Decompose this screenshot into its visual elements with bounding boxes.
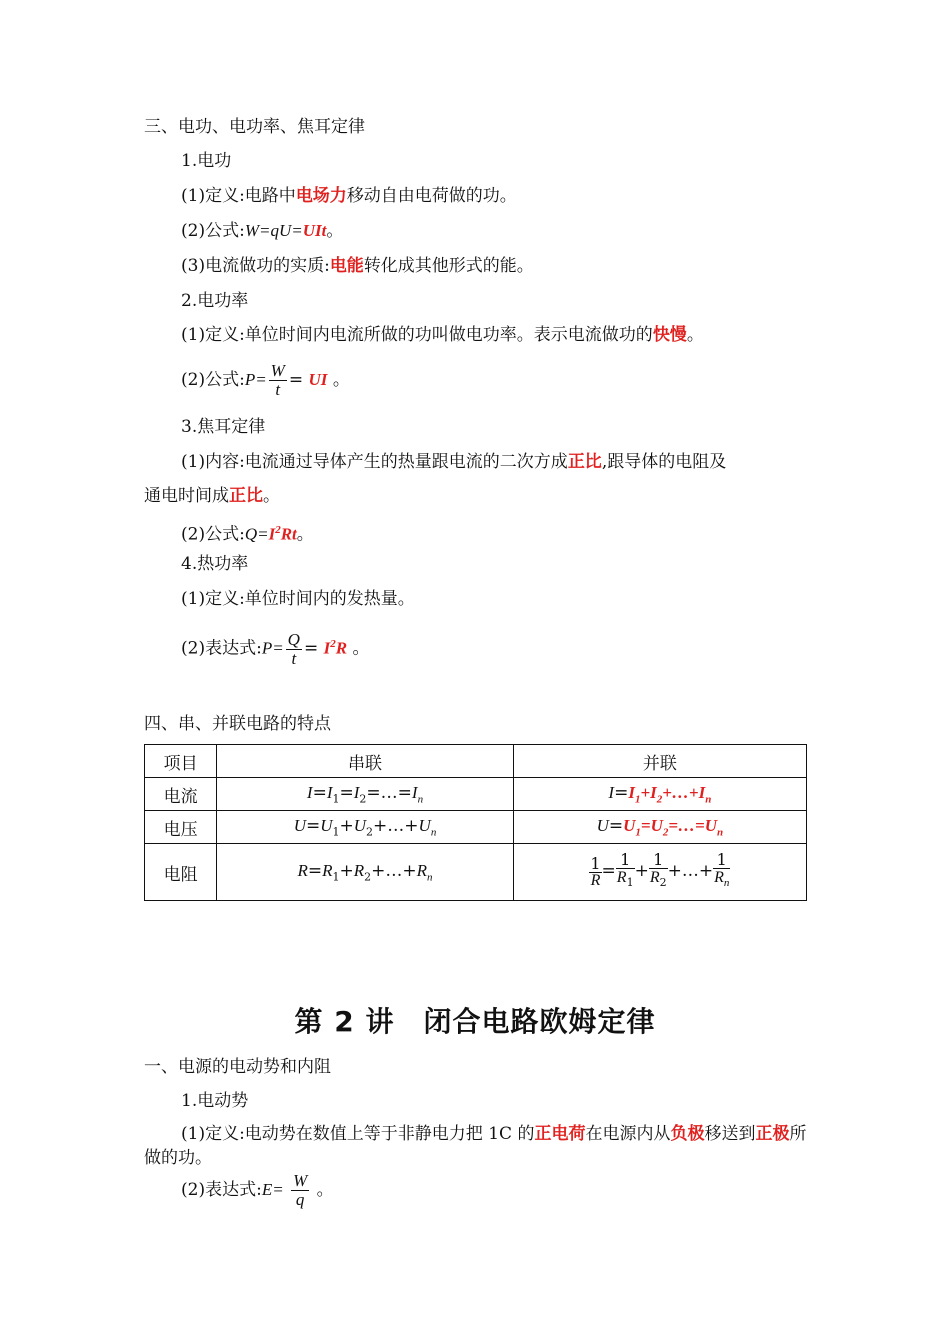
lecture2-section-heading: 一、电源的电动势和内阻 bbox=[144, 1057, 331, 1077]
joule-law-content: (1)内容:电流通过导体产生的热量跟电流的二次方成正比,跟导体的电阻及 bbox=[181, 452, 727, 472]
table-header-row bbox=[145, 745, 807, 778]
heat-fraction: $\frac{Q}{t}$ bbox=[287, 629, 300, 668]
table-row bbox=[145, 778, 807, 811]
table-row bbox=[145, 811, 807, 844]
parallel-current: $I=I_1+I_2+\dots+I_n$ bbox=[513, 778, 806, 811]
electric-power-definition: (1)定义:单位时间内电流所做的功叫做电功率。表示电流做功的快慢。 bbox=[181, 325, 704, 345]
electric-work-formula: (2)公式:W=qU=UIt。 bbox=[181, 221, 344, 241]
emf-title: 1.电动势 bbox=[181, 1091, 249, 1111]
electric-work-definition: (1)定义:电路中电场力移动自由电荷做的功。 bbox=[181, 186, 517, 206]
joule-law-formula: (2)公式$:Q=I^2Rt$。 bbox=[181, 524, 314, 545]
row-label-voltage: 电压 bbox=[145, 811, 217, 844]
heat-power-definition: (1)定义:单位时间内的发热量。 bbox=[181, 589, 415, 609]
row-label-current: 电流 bbox=[145, 778, 217, 811]
circuit-comparison-table bbox=[144, 744, 807, 901]
table-header: 并联 bbox=[513, 745, 806, 778]
power-fraction: $\frac{W}{t}$ bbox=[270, 361, 285, 399]
electric-power-title: 2.电功率 bbox=[181, 291, 249, 311]
emf-expression: (2)表达式:E= $\frac{W}{q}$ 。 bbox=[181, 1171, 334, 1209]
row-label-resistance: 电阻 bbox=[145, 844, 217, 901]
table-header: 串联 bbox=[217, 745, 514, 778]
parallel-resistance: $\frac{1}{R}$ = $\frac{1}{R_1}$ + $\frac{1}{R_2}$ +…+ $\frac{1}{R_n}$ bbox=[513, 844, 806, 901]
electric-work-essence: (3)电流做功的实质:电能转化成其他形式的能。 bbox=[181, 256, 534, 276]
emf-definition: (1)定义:电动势在数值上等于非静电力把 1C 的正电荷在电源内从负极移送到正极所做的功。 bbox=[144, 1124, 807, 1168]
heat-power-title: 4.热功率 bbox=[181, 554, 249, 574]
joule-law-content-cont: 通电时间成正比。 bbox=[144, 486, 280, 506]
table-row bbox=[145, 844, 807, 901]
parallel-voltage: $U=U_1=U_2=\dots=U_n$ bbox=[513, 811, 806, 844]
table-header: 项目 bbox=[145, 745, 217, 778]
section-4-heading: 四、串、并联电路的特点 bbox=[144, 714, 331, 734]
heat-power-expression: (2)表达式:P= $\frac{Q}{t}$ = $I^2R$ 。 bbox=[181, 629, 370, 668]
series-resistance: $R=R_1+R_2+\dots+R_n$ bbox=[217, 844, 514, 901]
series-voltage: $U=U_1+U_2+\dots+U_n$ bbox=[217, 811, 514, 844]
electric-work-title: 1.电功 bbox=[181, 151, 232, 171]
lecture-title: 第 2 讲 闭合电路欧姆定律 bbox=[294, 1005, 656, 1038]
series-current: $I=I_1=I_2=\dots=I_n$ bbox=[217, 778, 514, 811]
emf-fraction: $\frac{W}{q}$ bbox=[293, 1171, 308, 1209]
electric-power-formula: (2)公式:P= $\frac{W}{t}$ = UI 。 bbox=[181, 361, 350, 399]
section-3-heading: 三、电功、电功率、焦耳定律 bbox=[144, 117, 365, 137]
joule-law-title: 3.焦耳定律 bbox=[181, 417, 266, 437]
